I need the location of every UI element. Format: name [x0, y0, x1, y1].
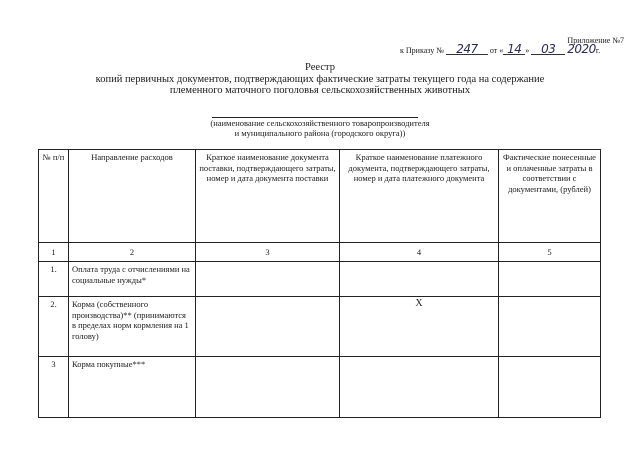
row-number: 2.: [39, 297, 69, 357]
order-number: 247: [446, 44, 488, 55]
row-supply-document: [196, 357, 340, 418]
year-suffix: г.: [595, 46, 601, 55]
column-number: 1: [39, 243, 69, 262]
row-direction: Корма покупные***: [69, 357, 196, 418]
table-row: [39, 262, 601, 297]
order-prefix: к Приказу №: [400, 46, 444, 55]
organization-caption: [160, 118, 480, 138]
row-direction: Оплата труда с отчислениями на социальные нужды*: [69, 262, 196, 297]
header-number: № п/п: [39, 150, 69, 243]
close-quote: »: [525, 46, 530, 55]
org-caption-line-1: (наименование сельскохозяйственного товаропроизводителя: [210, 118, 430, 128]
title-line-1: Реестр: [305, 62, 335, 73]
org-caption-line-2: и муниципального района (городского округа)): [234, 128, 406, 138]
row-supply-document: [196, 262, 340, 297]
header-direction: Направление расходов: [69, 150, 196, 243]
row-actual-costs: [499, 357, 601, 418]
header-supply-document: Краткое наименование документа поставки, подтверждающего затраты, номер и дата документа поставки: [196, 150, 340, 243]
appendix-label: Приложение №7: [567, 36, 624, 45]
order-year: 2020: [567, 42, 596, 56]
order-month: 03: [531, 44, 565, 55]
row-supply-document: [196, 297, 340, 357]
row-actual-costs: [499, 262, 601, 297]
row-number: 3: [39, 357, 69, 418]
column-number: 2: [69, 243, 196, 262]
row-payment-document: Х: [340, 297, 499, 357]
row-actual-costs: [499, 297, 601, 357]
row-direction: Корма (собственного производства)** (принимаются в пределах норм кормления на 1 голову): [69, 297, 196, 357]
column-number: 5: [499, 243, 601, 262]
from-label: от «: [489, 46, 504, 55]
order-reference: [400, 42, 632, 56]
column-number: 4: [340, 243, 499, 262]
column-number: 3: [196, 243, 340, 262]
document-title: [0, 62, 640, 97]
table-row: [39, 297, 601, 357]
row-number: 1.: [39, 262, 69, 297]
table-row: [39, 357, 601, 418]
order-day: 14: [503, 44, 525, 55]
row-payment-document: [340, 262, 499, 297]
table-header-row: [39, 150, 601, 243]
header-actual-costs: Фактические понесенные и оплаченные затраты в соответствии с документами, (рублей): [499, 150, 601, 243]
registry-table: [38, 149, 601, 418]
title-line-3: племенного маточного поголовья сельскохозяйственных животных: [169, 85, 471, 96]
title-line-2: копий первичных документов, подтверждающих фактические затраты текущего года на содержание: [95, 73, 545, 85]
row-payment-document: [340, 357, 499, 418]
column-numbers-row: [39, 243, 601, 262]
header-payment-document: Краткое наименование платежного документа, подтверждающего затраты, номер и дата платежного документа: [340, 150, 499, 243]
